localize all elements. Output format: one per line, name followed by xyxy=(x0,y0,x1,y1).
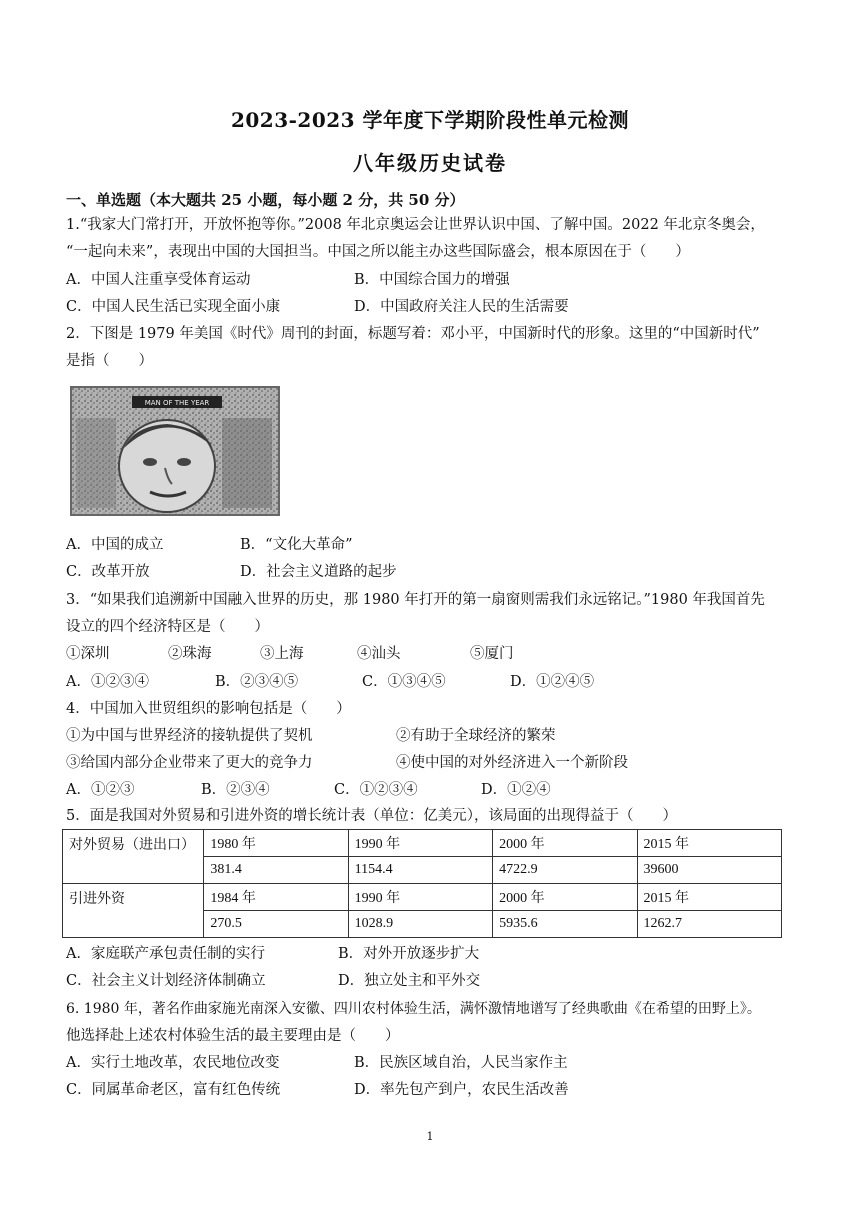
table-cell: 2000 年 xyxy=(493,884,637,911)
q2-option-c: C．改革开放 xyxy=(66,564,150,580)
q4-item-3: ③给国内部分企业带来了更大的竞争力 xyxy=(66,755,313,771)
q1-stem-line1: 1.“我家大门常打开，开放怀抱等你。”2008 年北京奥运会让世界认识中国、了解中国。2022 年北京冬奥会， xyxy=(66,217,765,233)
q5-option-d: D．独立处主和平外交 xyxy=(338,973,481,989)
table-cell: 1984 年 xyxy=(204,884,348,911)
q3-item-5: ⑤厦门 xyxy=(470,646,514,662)
q3-item-3: ③上海 xyxy=(260,646,304,662)
table-cell: 1028.9 xyxy=(348,911,492,938)
q1-stem-line2: “一起向未来”，表现出中国的大国担当。中国之所以能主办这些国际盛会，根本原因在于（ ） xyxy=(66,244,690,260)
q6-stem-line2: 他选择赴上述农村体验生活的最主要理由是（ ） xyxy=(66,1028,400,1044)
q1-option-c: C．中国人民生活已实现全面小康 xyxy=(66,299,281,315)
table-cell: 270.5 xyxy=(204,911,348,938)
table-cell: 1990 年 xyxy=(348,884,492,911)
q6-stem-line1: 6. 1980 年，著名作曲家施光南深入安徽、四川农村体验生活，满怀激情地谱写了经典歌曲《在希望的田野上》。 xyxy=(66,1001,761,1017)
cover-headline: MAN OF THE YEAR xyxy=(144,399,210,407)
table-row xyxy=(63,884,782,911)
q4-item-1: ①为中国与世界经济的接轨提供了契机 xyxy=(66,728,313,744)
trade-statistics-table xyxy=(62,829,782,938)
section-heading: 一、单选题（本大题共 25 小题，每小题 2 分，共 50 分） xyxy=(66,191,465,209)
q3-option-c: C．①③④⑤ xyxy=(362,674,446,690)
time-magazine-cover-image xyxy=(70,386,280,516)
page-number: 1 xyxy=(426,1130,434,1143)
table-cell: 2015 年 xyxy=(637,884,781,911)
q3-option-a: A．①②③④ xyxy=(66,674,149,690)
table-cell: 4722.9 xyxy=(493,857,637,884)
fdi-label-cell: 引进外资 xyxy=(63,884,204,938)
table-cell: 5935.6 xyxy=(493,911,637,938)
page-title: 2023-2023 学年度下学期阶段性单元检测 xyxy=(230,108,630,132)
q3-option-b: B．②③④⑤ xyxy=(215,674,299,690)
q5-option-c: C．社会主义计划经济体制确立 xyxy=(66,973,266,989)
q6-option-b: B．民族区域自治，人民当家作主 xyxy=(354,1055,568,1071)
q3-item-1: ①深圳 xyxy=(66,646,110,662)
q6-option-c: C．同属革命老区，富有红色传统 xyxy=(66,1082,281,1098)
q4-option-d: D．①②④ xyxy=(481,782,551,798)
q1-option-d: D．中国政府关注人民的生活需要 xyxy=(354,299,569,315)
q3-option-d: D．①②④⑤ xyxy=(510,674,595,690)
q2-stem-line2: 是指（ ） xyxy=(66,353,153,369)
q5-option-b: B．对外开放逐步扩大 xyxy=(338,946,480,962)
q1-option-a: A．中国人注重享受体育运动 xyxy=(66,272,251,288)
q2-option-d: D．社会主义道路的起步 xyxy=(240,564,397,580)
table-cell: 381.4 xyxy=(204,857,348,884)
trade-label-cell: 对外贸易（进出口） xyxy=(63,830,204,884)
page-subtitle: 八年级历史试卷 xyxy=(353,151,507,175)
q4-stem: 4．中国加入世贸组织的影响包括是（ ） xyxy=(66,701,351,717)
table-cell: 1990 年 xyxy=(348,830,492,857)
q3-stem-line2: 设立的四个经济特区是（ ） xyxy=(66,619,269,635)
table-cell: 2000 年 xyxy=(493,830,637,857)
table-cell: 39600 xyxy=(637,857,781,884)
q3-item-4: ④汕头 xyxy=(357,646,401,662)
q2-option-b: B．“文化大革命” xyxy=(240,537,353,553)
table-cell: 1154.4 xyxy=(348,857,492,884)
q4-item-4: ④使中国的对外经济进入一个新阶段 xyxy=(396,755,628,771)
q4-option-a: A．①②③ xyxy=(66,782,135,798)
q3-stem-line1: 3．“如果我们追溯新中国融入世界的历史，那 1980 年打开的第一扇窗则需我们永远铭记。”1980 年我国首先 xyxy=(66,592,765,608)
q1-option-b: B．中国综合国力的增强 xyxy=(354,272,510,288)
table-row xyxy=(63,830,782,857)
table-cell: 1262.7 xyxy=(637,911,781,938)
q4-option-c: C．①②③④ xyxy=(334,782,418,798)
table-cell: 2015 年 xyxy=(637,830,781,857)
table-cell: 1980 年 xyxy=(204,830,348,857)
q5-option-a: A．家庭联产承包责任制的实行 xyxy=(66,946,265,962)
q4-item-2: ②有助于全球经济的繁荣 xyxy=(396,728,556,744)
q4-option-b: B．②③④ xyxy=(201,782,270,798)
q2-stem-line1: 2．下图是 1979 年美国《时代》周刊的封面，标题写着：邓小平，中国新时代的形象。这里的“中国新时代” xyxy=(66,326,760,342)
q2-option-a: A．中国的成立 xyxy=(66,537,164,553)
q5-stem: 5．面是我国对外贸易和引进外资的增长统计表（单位：亿美元），该局面的出现得益于（ ） xyxy=(66,808,677,824)
q6-option-a: A．实行土地改革，农民地位改变 xyxy=(66,1055,280,1071)
q6-option-d: D．率先包产到户，农民生活改善 xyxy=(354,1082,569,1098)
q3-item-2: ②珠海 xyxy=(168,646,212,662)
